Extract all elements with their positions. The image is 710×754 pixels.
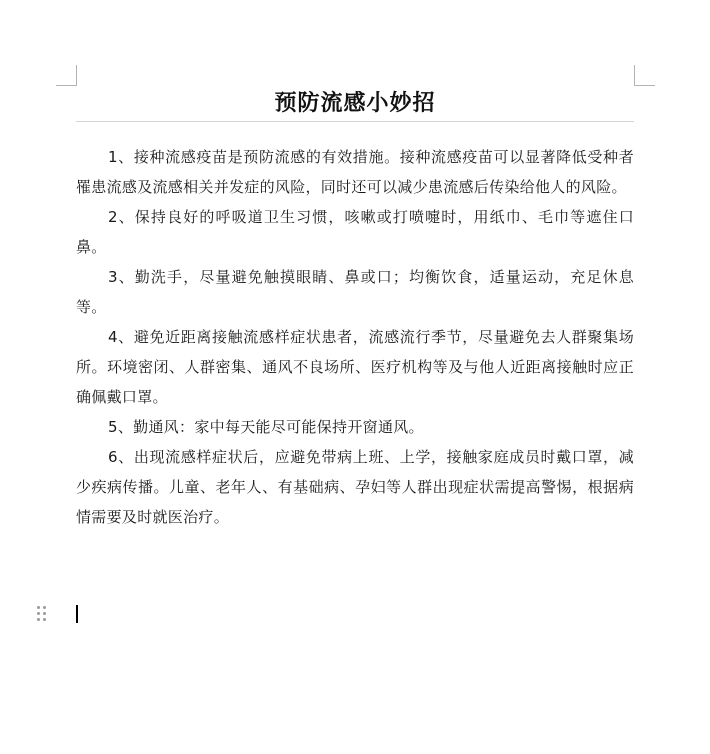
paragraph-2[interactable]: 2、保持良好的呼吸道卫生习惯，咳嗽或打喷嚏时，用纸巾、毛巾等遮住口鼻。 — [76, 208, 634, 256]
title-divider — [76, 121, 634, 122]
paragraph-5[interactable]: 5、勤通风：家中每天能尽可能保持开窗通风。 — [108, 418, 424, 436]
text-cursor — [76, 605, 78, 623]
margin-corner-top-left — [56, 65, 77, 86]
paragraph-3[interactable]: 3、勤洗手，尽量避免触摸眼睛、鼻或口；均衡饮食，适量运动，充足休息等。 — [76, 268, 634, 316]
document-body[interactable] — [76, 142, 634, 532]
page-title[interactable]: 预防流感小妙招 — [274, 90, 436, 116]
drag-handle-icon[interactable] — [37, 606, 47, 622]
paragraph-6[interactable]: 6、出现流感样症状后，应避免带病上班、上学，接触家庭成员时戴口罩，减少疾病传播。儿童、老年人、有基础病、孕妇等人群出现症状需提高警惕，根据病情需要及时就医治疗。 — [76, 448, 634, 526]
paragraph-4[interactable]: 4、避免近距离接触流感样症状患者，流感流行季节，尽量避免去人群聚集场所。环境密闭、人群密集、通风不良场所、医疗机构等及与他人近距离接触时应正确佩戴口罩。 — [76, 328, 634, 406]
paragraph-1[interactable]: 1、接种流感疫苗是预防流感的有效措施。接种流感疫苗可以显著降低受种者罹患流感及流感相关并发症的风险，同时还可以减少患流感后传染给他人的风险。 — [76, 148, 634, 196]
margin-corner-top-right — [634, 65, 655, 86]
